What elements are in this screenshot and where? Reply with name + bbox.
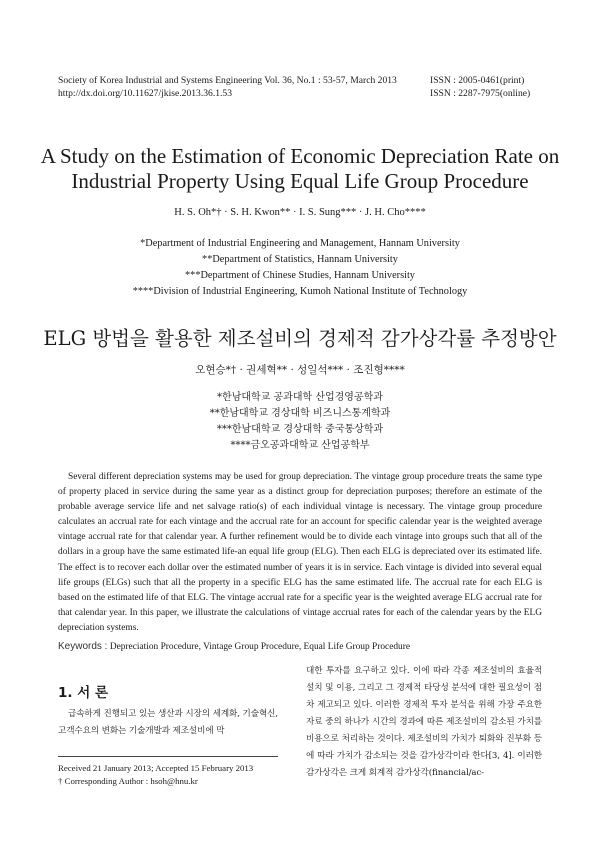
affiliation-en-2: **Department of Statistics, Hannam University <box>202 254 398 265</box>
title-en-line-1: A Study on the Estimation of Economic Depreciation Rate on <box>40 144 560 168</box>
footnote-corresponding: † Corresponding Author : hsoh@hnu.kr <box>58 776 198 786</box>
keywords-line <box>58 641 548 652</box>
doi-link[interactable]: http://dx.doi.org/10.11627/jkise.2013.36.1.53 <box>58 88 233 99</box>
affiliation-en-4: ****Division of Industrial Engineering, Kumoh National Institute of Technology <box>132 286 468 297</box>
authors-en: H. S. Oh*† · S. H. Kwon** · I. S. Sung*** · J. H. Cho**** <box>174 207 426 218</box>
footnote-rule <box>58 756 278 757</box>
affiliation-ko-2: **한남대학교 경상대학 비즈니스통계학과 <box>209 408 391 419</box>
affiliation-ko-3: ***한남대학교 경상대학 중국통상학과 <box>216 424 384 435</box>
issn-online: ISSN : 2287-7975(online) <box>430 88 531 99</box>
journal-citation: Society of Korea Industrial and Systems Engineering Vol. 36, No.1 : 53-57, March 2013 <box>58 75 397 86</box>
affiliation-ko-1: *한남대학교 공과대학 산업경영공학과 <box>217 392 383 403</box>
footnote-received: Received 21 January 2013; Accepted 15 February 2013 <box>58 763 254 773</box>
section-1-heading: 1. 서 론 <box>58 685 109 701</box>
authors-ko: 오현승*† · 권세혁** · 성일석*** · 조진형**** <box>195 364 405 376</box>
keywords-text: Depreciation Procedure, Vintage Group Procedure, Equal Life Group Procedure <box>109 642 411 652</box>
title-ko: ELG 방법을 활용한 제조설비의 경제적 감가상각률 추정방안 <box>43 327 557 350</box>
affiliation-ko-4: ****금오공과대학교 산업공학부 <box>230 440 370 451</box>
left-column-paragraph: 급속하게 진행되고 있는 생산과 시장의 세계화, 기술혁신, 고객수요의 변화는 기술개발과 제조설비에 막 <box>58 709 278 736</box>
title-en-line-2: Industrial Property Using Equal Life Group Procedure <box>71 169 529 193</box>
right-column-paragraph: 대한 투자를 요구하고 있다. 이에 따라 각종 제조설비의 효율적 설치 및 이용, 그리고 그 경제적 타당성 분석에 대한 필요성이 점차 제고되고 있다. 이러한 경제적 투자 분석을 위해 가장 주요한 자료 중의 하나가 시간의 경과에 따른 제조설비의 감소된 가치를 비용으로 처리하는 것이다. 제조설비의 가치가 퇴화와 진부화 등에 따라 가치가 감소되는 것을 감가상각이라 한다[3, 4]. 이러한 감가상각은 크게 회계적 감가상각(financial/ac- <box>306 666 542 778</box>
issn-print: ISSN : 2005-0461(print) <box>430 75 525 86</box>
affiliation-en-1: *Department of Industrial Engineering and Management, Hannam University <box>140 238 460 249</box>
keywords-label: Keywords : <box>58 641 108 652</box>
abstract: Several different depreciation systems may be used for group depreciation. The vintage group procedure treats the same type of property placed in service during the same year as a distinct group for depreciation purposes; therefore an estimate of the probable average service life and net salvage ratio(s) of each individual vintage is necessary. The vintage group procedure calculates an accrual rate for each vintage and the accrual rate for an account for specific calendar year is the weighted average vintage accrual rate for that calendar year. A further refinement would be to divide each vintage into groups such that all of the dollars in a group have the same estimated life-an equal life group (ELG). Then each ELG is depreciated over its estimated life. The effect is to recover each dollar over the estimated number of years it is in service. Each vintage is divided into several equal life groups (ELGs) such that all the property in a specific ELG has the same estimated life. The accrual rate for each ELG is based on the estimated life of that ELG. The vintage accrual rate for a specific year is the weighted average ELG accrual rate for that calendar year. In this paper, we illustrate the calculations of vintage accrual rates for each of the calendar years by the ELG depreciation systems. <box>58 472 542 633</box>
affiliation-en-3: ***Department of Chinese Studies, Hannam University <box>185 270 415 281</box>
